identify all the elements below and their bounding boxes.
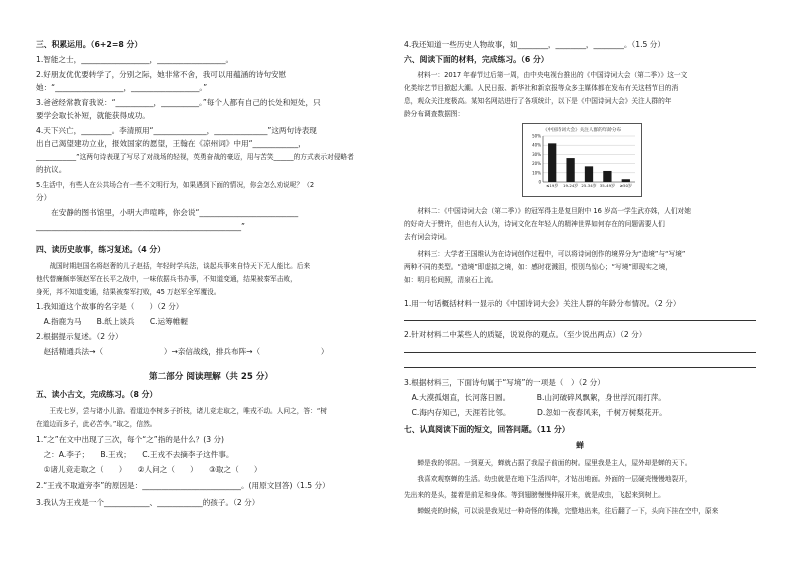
- options-line: 之：A.李子； B.王戎； C.王戎不去摘李子这件事。: [36, 450, 234, 459]
- passage-line: 王戎七岁，尝与诸小儿游。看道边李树多子折枝，诸儿竞走取之，唯戎不动。人问之，答：“树: [36, 407, 328, 415]
- section-7-heading: 七、认真阅读下面的短文，回答问题。（11 分）: [404, 425, 570, 434]
- y-tick-label: 50%: [532, 133, 541, 139]
- chart-bar: [585, 166, 593, 182]
- material-line: 材料二：《中国诗词大会（第二季）》的冠军得主是复旦附中 16 岁高一学生武亦姝，人们对她: [404, 207, 691, 215]
- question-line: 4.天下兴亡，________。李清照用“______________，______________”这两句诗表现: [36, 126, 317, 135]
- question-line: 2.“王戎不取道旁李”的原因是：__________________________。(用原文回答)（1.5 分）: [36, 481, 330, 490]
- question-line: 1.我知道这个故事的名字是（ ）（2 分）: [36, 302, 184, 311]
- passage-line: 在道边而多子，此必苦李。”取之，信然。: [36, 420, 157, 428]
- question-line: 2.针对材料二中某些人的质疑，说说你的观点。（至少说出两点）（2 分）: [404, 330, 647, 339]
- passage-title: 蝉: [576, 441, 584, 450]
- chart-bar: [603, 171, 611, 182]
- question-line: ____________”这两句诗表现了写尽了对战场的轻视，英勇奋战的豪迈，用与苦笑______的方式表示对侵略者: [36, 153, 354, 161]
- material-line: 材料一：2017 年春节过后第一周，由中央电视台推出的《中国诗词大会（第二季）》这一文: [404, 71, 688, 79]
- options-line: ①诸儿竞走取之（ ） ②人问之（ ） ③取之（ ）: [36, 465, 262, 474]
- question-line: 她：“__________________，__________________。”: [36, 83, 208, 92]
- question-line: 4.我还知道一些历史人物故事，如________，________，________。（1.5 分）: [404, 40, 665, 49]
- options-line: A.指鹿为马 B.纸上谈兵 C.运筹帷幄: [36, 317, 188, 326]
- x-tick-label: ≤19岁: [546, 183, 559, 188]
- material-line: 两种不同的类型。“造境”即虚拟之境，如：感时花溅泪，恨别鸟惊心；“写境”即现实之境，: [404, 263, 672, 271]
- chart-bar: [548, 143, 556, 182]
- question-line: 2.好朋友优优要转学了，分别之际，她非常不舍，我可以用蕴涵的诗句安慰: [36, 70, 287, 79]
- passage-line: 他代替廉颇率领赵军在长平之战中，一味依据兵书办事，不知道变通，结果被秦军击败，: [36, 275, 297, 283]
- section-6-heading: 六、阅读下面的材料，完成练习。（6 分）: [404, 55, 549, 64]
- chart-bar: [622, 179, 630, 182]
- passage-line: 蝉是我的邻居。一到夏天，蝉就占据了我屋子前面的树。屋里我是主人，屋外却是蝉的天下。: [404, 459, 692, 467]
- question-line: 2.根据提示复述。（2 分）: [36, 332, 123, 341]
- material-line: 息，观众关注度极高。某知名网站进行了各项统计，以下是《中国诗词大会》关注人群的年: [404, 97, 672, 105]
- question-line: 的抗议。: [36, 165, 67, 174]
- question-line: 分）: [36, 193, 52, 202]
- passage-line: 战国时期赵国名将赵奢的儿子赵括，年轻时学兵法，谈起兵事来自恃天下无人能比。后来: [36, 262, 311, 270]
- question-line: 3.我认为王戎是一个____________、____________的孩子。（2 分）: [36, 498, 260, 507]
- question-line: 出自己渴望建功立业，报效国家的愿望，王翰在《凉州词》中用“____________，: [36, 139, 306, 148]
- chart-bar: [566, 158, 574, 182]
- question-line: 在安静的图书馆里，小明大声喧哗，你会说“__________________________: [36, 208, 299, 217]
- section-3-heading: 三、积累运用。（6+2=8 分）: [36, 40, 143, 49]
- question-line: 赵括精通兵法→（ ）→亲信战线，排兵布阵→（ ）: [36, 347, 329, 356]
- section-4-heading: 四、读历史故事，练习复述。（4 分）: [36, 245, 165, 254]
- y-tick-label: 40%: [532, 142, 541, 148]
- passage-line: 身死，邦不知道变通，结果被秦军打败，45 万赵军全军覆没。: [36, 288, 221, 296]
- options-line: A.大漠孤烟直，长河落日圆。 B.山河破碎风飘絮，身世浮沉雨打萍。: [404, 393, 666, 402]
- passage-line: 先出来的是头，接着是前足和身体。等到翅膀慢慢伸展开来，就是成虫，飞起来到树上。: [404, 491, 665, 499]
- question-line: 3.根据材料三，下面诗句属于“写境”的一项是（ ）（2 分）: [404, 378, 605, 387]
- y-tick-label: 20%: [532, 161, 541, 167]
- question-line: 1.智能之士，__________________，__________________。: [36, 55, 234, 64]
- part-2-title: 第二部分 阅读理解（共 25 分）: [148, 372, 274, 382]
- passage-line: 我喜欢观察蝉的生活。幼虫就是在地下生活四年，才钻出地面。外面的一层硬壳慢慢地裂开，: [404, 475, 692, 483]
- question-line: 1.“之”在文中出现了三次，每个“之”指的是什么？(3 分): [36, 435, 225, 444]
- answer-line: [404, 320, 756, 321]
- age-distribution-chart: [522, 123, 642, 197]
- material-line: 去有词会诗词。: [404, 233, 451, 241]
- x-tick-label: 25-34岁: [581, 183, 597, 188]
- question-line: ______________________________________________________”: [36, 222, 245, 231]
- question-line: 5.生活中，有些人在公共场合有一些不文明行为，如果遇到下面的情况，你会怎么劝说呢？（2: [36, 181, 315, 189]
- y-tick-label: 0: [538, 179, 541, 185]
- answer-line: [404, 367, 756, 368]
- options-line: C.海内存知己，天涯若比邻。 D.忽如一夜春风来，千树万树梨花开。: [404, 408, 667, 417]
- material-line: 材料三：大学者王国维认为在诗词创作过程中，可以将诗词创作的境界分为“造境”与“写境”: [404, 250, 686, 258]
- chart-title: 《中国诗词大会》关注人群的年龄分布: [542, 128, 622, 133]
- answer-line: [404, 352, 756, 353]
- x-tick-label: 19-24岁: [562, 183, 579, 188]
- question-line: 3.爸爸经常教育我说：“__________，__________。”每个人都有自己的长处和短处，只: [36, 98, 321, 107]
- x-tick-label: ≥50岁: [619, 183, 632, 188]
- x-tick-label: 35-49岁: [599, 183, 616, 188]
- material-line: 龄分布调查数据图：: [404, 110, 465, 118]
- section-5-heading: 五、读小古文，完成练习。（8 分）: [36, 390, 158, 399]
- material-line: 的好奇大于赞许，但也有人认为，诗词文化在年轻人的精神世界如何存在的问题需要人们: [404, 220, 665, 228]
- y-tick-label: 10%: [532, 170, 541, 176]
- material-line: 化类综艺节目掀起大潮。人民日报、新华社和新京报等众多主媒体都在发布有关这档节目的消: [404, 84, 679, 92]
- question-line: 要学会取长补短，就能获得成功。: [36, 111, 150, 120]
- chart-svg: [523, 124, 641, 196]
- question-line: 1.用一句话概括材料一显示的《中国诗词大会》关注人群的年龄分布情况。（2 分）: [404, 299, 681, 308]
- passage-line: 蝉蜕壳的时候，可以说是我见过一种奇怪的体操，完整地出来，往后翻了一下，头向下挂在空中，原来: [404, 507, 719, 515]
- y-tick-label: 30%: [532, 151, 541, 157]
- material-line: 如：明月松间照，清泉石上流。: [404, 276, 498, 284]
